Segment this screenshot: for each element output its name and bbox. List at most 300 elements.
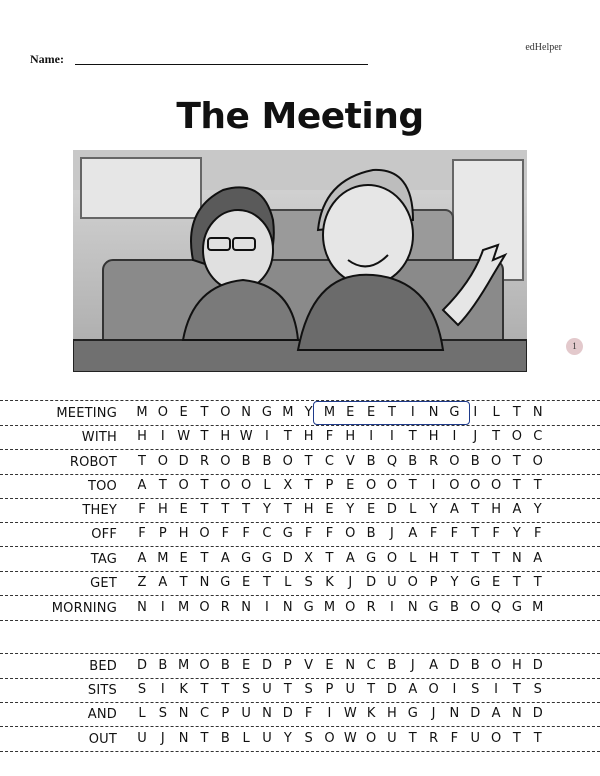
letter-cell[interactable]: O — [490, 658, 502, 673]
letter-cell[interactable]: S — [137, 682, 147, 697]
letter-cell[interactable]: L — [242, 731, 250, 746]
letter-cell[interactable]: I — [452, 429, 457, 444]
letter-cell[interactable]: T — [221, 682, 230, 697]
letter-cell[interactable]: M — [323, 600, 336, 615]
target-word: TAG — [90, 552, 117, 567]
letter-cell[interactable]: E — [367, 502, 376, 517]
letter-cell[interactable]: T — [408, 429, 417, 444]
letter-cell[interactable]: J — [431, 706, 436, 721]
letter-cell[interactable]: O — [199, 526, 210, 541]
letter-cell[interactable]: O — [345, 600, 356, 615]
letter-cell[interactable]: T — [158, 478, 167, 493]
letter-cell[interactable]: O — [470, 600, 481, 615]
letter-cell[interactable]: I — [473, 405, 478, 420]
letter-cell[interactable]: H — [220, 429, 231, 444]
letter-cell[interactable]: S — [471, 682, 480, 697]
letter-cell[interactable]: U — [387, 575, 397, 590]
letter-cell[interactable]: A — [449, 502, 459, 517]
letter-cell[interactable]: T — [200, 502, 209, 517]
letter-cell[interactable]: P — [325, 478, 334, 493]
letter-cell[interactable]: A — [491, 706, 501, 721]
letter-cell[interactable]: N — [512, 551, 522, 566]
letter-cell[interactable]: Y — [429, 502, 438, 517]
letter-cell[interactable]: N — [178, 706, 189, 721]
letter-cell[interactable]: T — [492, 551, 501, 566]
letter-cell[interactable]: H — [491, 502, 501, 517]
letter-cell[interactable]: W — [239, 429, 253, 444]
letter-cell[interactable]: A — [408, 682, 418, 697]
letter-cell[interactable]: O — [428, 682, 439, 697]
letter-cell[interactable]: H — [303, 429, 314, 444]
letter-cell[interactable]: T — [138, 454, 146, 469]
letter-cell[interactable]: T — [450, 551, 459, 566]
puzzle-row — [0, 596, 600, 621]
letter-cell[interactable]: I — [327, 706, 332, 721]
letter-cell[interactable]: K — [179, 682, 188, 697]
letter-cell[interactable]: Q — [386, 454, 398, 469]
letter-cell[interactable]: I — [410, 405, 415, 420]
letter-cell[interactable]: B — [220, 731, 230, 746]
letter-cell[interactable]: T — [492, 429, 501, 444]
name-label: Name: — [30, 52, 64, 66]
letter-cell[interactable]: H — [428, 551, 439, 566]
letter-cell[interactable]: L — [492, 405, 500, 420]
letter-cell[interactable]: N — [178, 731, 189, 746]
letter-cell[interactable]: O — [157, 405, 168, 420]
letter-cell[interactable]: R — [220, 600, 230, 615]
letter-cell[interactable]: N — [241, 405, 251, 420]
puzzle-row — [0, 450, 600, 475]
letter-cell[interactable]: M — [178, 658, 190, 673]
letter-cell[interactable]: T — [512, 405, 521, 420]
letter-cell[interactable]: O — [511, 429, 523, 444]
letter-cell[interactable]: O — [449, 454, 460, 469]
letter-row — [133, 526, 547, 541]
letter-cell[interactable]: H — [178, 526, 189, 541]
letter-cell[interactable]: W — [343, 731, 357, 746]
letter-cell[interactable]: T — [408, 478, 417, 493]
letter-cell[interactable]: T — [200, 731, 209, 746]
letter-cell[interactable]: E — [367, 405, 376, 420]
letter-cell[interactable]: H — [157, 502, 168, 517]
letter-cell[interactable]: E — [179, 405, 188, 420]
letter-cell[interactable]: W — [177, 429, 191, 444]
letter-cell[interactable]: U — [262, 682, 272, 697]
letter-cell[interactable]: T — [533, 478, 542, 493]
letter-cell[interactable]: J — [410, 658, 415, 673]
letter-cell[interactable]: O — [470, 478, 481, 493]
letter-cell[interactable]: T — [200, 405, 209, 420]
letter-row — [133, 429, 547, 444]
letter-cell[interactable]: J — [473, 429, 478, 444]
letter-cell[interactable]: I — [390, 600, 394, 615]
letter-cell[interactable]: A — [408, 526, 418, 541]
letter-row — [133, 658, 547, 673]
letter-cell[interactable]: X — [304, 551, 314, 566]
letter-cell[interactable]: N — [262, 706, 272, 721]
page-title: The Meeting — [176, 96, 424, 137]
letter-cell[interactable]: L — [284, 575, 292, 590]
letter-cell[interactable]: O — [386, 551, 398, 566]
letter-cell[interactable]: N — [532, 405, 543, 420]
target-word: AND — [87, 707, 117, 722]
letter-cell[interactable]: B — [158, 658, 168, 673]
letter-cell[interactable]: R — [429, 731, 439, 746]
letter-cell[interactable]: O — [241, 478, 252, 493]
letter-cell[interactable]: G — [366, 551, 377, 566]
letter-cell[interactable]: Y — [512, 526, 521, 541]
puzzle-row — [0, 702, 600, 727]
target-word: WITH — [81, 430, 117, 445]
letter-cell[interactable]: C — [199, 706, 210, 721]
target-word: MEETING — [56, 406, 117, 421]
letter-cell[interactable]: V — [345, 454, 355, 469]
letter-cell[interactable]: T — [179, 575, 188, 590]
letter-cell[interactable]: F — [138, 526, 146, 541]
letter-row — [133, 478, 547, 493]
letter-cell[interactable]: D — [532, 706, 543, 721]
puzzle-row — [0, 547, 600, 572]
letter-cell[interactable]: I — [431, 478, 436, 493]
letter-cell[interactable]: B — [366, 454, 376, 469]
letter-cell[interactable]: N — [449, 706, 460, 721]
letter-cell[interactable]: T — [262, 575, 271, 590]
letter-cell[interactable]: O — [449, 478, 460, 493]
letter-cell[interactable]: G — [282, 526, 293, 541]
letter-cell[interactable]: L — [409, 502, 417, 517]
letter-cell[interactable]: L — [138, 706, 146, 721]
letter-cell[interactable]: R — [199, 454, 209, 469]
letter-cell[interactable]: P — [429, 575, 438, 590]
letter-cell[interactable]: C — [262, 526, 272, 541]
letter-cell[interactable]: F — [242, 526, 250, 541]
letter-cell[interactable]: B — [387, 658, 397, 673]
letter-cell[interactable]: P — [325, 682, 334, 697]
letter-cell[interactable]: G — [303, 600, 314, 615]
letter-cell[interactable]: O — [345, 526, 356, 541]
letter-cell[interactable]: N — [137, 600, 147, 615]
letter-cell[interactable]: B — [262, 454, 272, 469]
puzzle-row — [0, 653, 600, 679]
letter-cell[interactable]: L — [409, 551, 417, 566]
letter-cell[interactable]: W — [343, 706, 357, 721]
letter-cell[interactable]: D — [178, 454, 189, 469]
letter-cell[interactable]: B — [408, 454, 418, 469]
letter-cell[interactable]: B — [470, 454, 480, 469]
found-word-highlight — [313, 401, 470, 425]
letter-cell[interactable]: N — [199, 575, 210, 590]
letter-row — [133, 682, 547, 697]
letter-cell[interactable]: Z — [137, 575, 147, 590]
letter-cell[interactable]: E — [491, 575, 501, 590]
letter-cell[interactable]: U — [241, 706, 251, 721]
name-field-line[interactable] — [75, 64, 368, 65]
target-word: OUT — [88, 732, 117, 747]
letter-cell[interactable]: T — [387, 405, 396, 420]
letter-cell[interactable]: T — [471, 526, 480, 541]
letter-cell[interactable]: S — [533, 682, 542, 697]
target-word: GET — [90, 576, 117, 591]
letter-cell[interactable]: A — [137, 551, 147, 566]
letter-cell[interactable]: T — [512, 731, 521, 746]
letter-cell[interactable]: T — [533, 731, 542, 746]
letter-row — [133, 600, 547, 615]
letter-cell[interactable]: T — [283, 502, 292, 517]
letter-cell[interactable]: T — [471, 502, 480, 517]
letter-cell[interactable]: D — [136, 658, 147, 673]
letter-cell[interactable]: A — [137, 478, 147, 493]
puzzle-row — [0, 498, 600, 523]
letter-cell[interactable]: N — [407, 600, 418, 615]
letter-cell[interactable]: N — [241, 600, 251, 615]
letter-cell[interactable]: F — [304, 706, 313, 721]
letter-cell[interactable]: U — [262, 731, 272, 746]
letter-cell[interactable]: F — [325, 429, 334, 444]
letter-cell[interactable]: L — [263, 478, 271, 493]
letter-cell[interactable]: S — [158, 706, 167, 721]
letter-row — [133, 502, 547, 517]
target-word: BED — [89, 659, 117, 674]
letter-cell[interactable]: O — [157, 454, 168, 469]
letter-cell[interactable]: E — [242, 658, 251, 673]
letter-cell[interactable]: I — [452, 682, 457, 697]
letter-cell[interactable]: K — [366, 706, 376, 721]
letter-cell[interactable]: Y — [533, 502, 542, 517]
letter-cell[interactable]: X — [283, 478, 293, 493]
letter-cell[interactable]: M — [136, 405, 148, 420]
puzzle-row — [0, 727, 600, 752]
letter-cell[interactable]: T — [200, 429, 209, 444]
letter-cell[interactable]: F — [304, 526, 313, 541]
letter-cell[interactable]: T — [242, 502, 251, 517]
letter-cell[interactable]: Y — [262, 502, 271, 517]
letter-cell[interactable]: O — [365, 731, 377, 746]
letter-cell[interactable]: D — [282, 706, 293, 721]
letter-cell[interactable]: D — [261, 658, 272, 673]
letter-row — [133, 731, 547, 746]
target-word: SITS — [87, 683, 117, 698]
letter-cell[interactable]: J — [348, 575, 353, 590]
letter-cell[interactable]: F — [450, 731, 459, 746]
letter-cell[interactable]: O — [490, 731, 502, 746]
puzzle-row — [0, 522, 600, 547]
illustration-school-bus — [73, 150, 527, 372]
letter-cell[interactable]: T — [512, 575, 521, 590]
letter-cell[interactable]: P — [158, 526, 167, 541]
letter-cell[interactable]: B — [220, 658, 230, 673]
letter-cell[interactable]: O — [220, 405, 231, 420]
letter-cell[interactable]: E — [179, 502, 188, 517]
letter-cell[interactable]: A — [158, 575, 168, 590]
letter-cell[interactable]: T — [200, 551, 209, 566]
puzzle-row — [0, 678, 600, 703]
letter-cell[interactable]: H — [137, 429, 147, 444]
letter-cell[interactable]: U — [470, 731, 480, 746]
letter-cell[interactable]: Y — [304, 405, 313, 420]
letter-cell[interactable]: U — [137, 731, 147, 746]
letter-cell[interactable]: O — [490, 454, 502, 469]
letter-cell[interactable]: S — [304, 682, 313, 697]
letter-cell[interactable]: R — [429, 454, 439, 469]
letter-cell[interactable]: F — [138, 502, 146, 517]
letter-cell[interactable]: M — [282, 405, 294, 420]
letter-cell[interactable]: R — [366, 600, 376, 615]
letter-cell[interactable]: C — [533, 429, 543, 444]
letter-cell[interactable]: B — [366, 526, 376, 541]
letter-cell[interactable]: I — [390, 429, 394, 444]
letter-cell[interactable]: H — [303, 502, 314, 517]
letter-cell[interactable]: F — [325, 526, 334, 541]
letter-cell[interactable]: O — [490, 478, 502, 493]
letter-cell[interactable]: G — [449, 405, 460, 420]
letter-cell[interactable]: K — [325, 575, 334, 590]
letter-cell[interactable]: V — [304, 658, 314, 673]
letter-cell[interactable]: A — [533, 551, 543, 566]
puzzle-row — [0, 425, 600, 450]
letter-cell[interactable]: B — [241, 454, 251, 469]
letter-cell[interactable]: B — [470, 658, 480, 673]
letter-cell[interactable]: E — [179, 551, 188, 566]
target-word: OFF — [91, 527, 117, 542]
letter-cell[interactable]: T — [533, 575, 542, 590]
letter-cell[interactable]: T — [200, 682, 209, 697]
letter-cell[interactable]: Y — [450, 575, 459, 590]
letter-cell[interactable]: I — [265, 429, 269, 444]
letter-cell[interactable]: T — [367, 682, 376, 697]
letter-cell[interactable]: A — [345, 551, 355, 566]
letter-cell[interactable]: O — [220, 454, 231, 469]
letter-cell[interactable]: Y — [346, 502, 355, 517]
letter-cell[interactable]: I — [160, 600, 165, 615]
letter-cell[interactable]: H — [512, 658, 522, 673]
letter-cell[interactable]: E — [242, 575, 251, 590]
letter-cell[interactable]: G — [511, 600, 522, 615]
letter-cell[interactable]: N — [512, 706, 522, 721]
puzzle-row — [0, 474, 600, 499]
letter-cell[interactable]: E — [346, 405, 355, 420]
letter-cell[interactable]: P — [283, 658, 292, 673]
letter-cell[interactable]: G — [261, 405, 272, 420]
letter-cell[interactable]: Y — [283, 731, 292, 746]
letter-cell[interactable]: O — [178, 478, 189, 493]
letter-cell[interactable]: M — [178, 600, 190, 615]
letter-cell[interactable]: T — [304, 454, 313, 469]
letter-cell[interactable]: M — [157, 551, 169, 566]
letter-row — [133, 575, 547, 590]
letter-cell[interactable]: I — [160, 682, 165, 697]
letter-cell[interactable]: I — [160, 429, 165, 444]
letter-cell[interactable]: P — [221, 706, 230, 721]
letter-cell[interactable]: U — [387, 731, 397, 746]
letter-cell[interactable]: J — [390, 526, 394, 541]
letter-cell[interactable]: O — [386, 478, 398, 493]
letter-cell[interactable]: E — [325, 502, 334, 517]
letter-cell[interactable]: T — [512, 478, 521, 493]
letter-cell[interactable]: G — [261, 551, 272, 566]
letter-cell[interactable]: H — [387, 706, 397, 721]
target-word: TOO — [87, 479, 117, 494]
letter-cell[interactable]: F — [221, 526, 230, 541]
letter-cell[interactable]: D — [386, 502, 397, 517]
letter-cell[interactable]: G — [428, 600, 439, 615]
letter-cell[interactable]: O — [199, 658, 210, 673]
letter-cell[interactable]: F — [450, 526, 459, 541]
letter-cell[interactable]: M — [323, 405, 336, 420]
letter-cell[interactable]: F — [429, 526, 438, 541]
letter-cell[interactable]: N — [345, 658, 356, 673]
letter-cell[interactable]: M — [532, 600, 544, 615]
letter-cell[interactable]: E — [346, 478, 355, 493]
letter-cell[interactable]: C — [366, 658, 376, 673]
letter-cell[interactable]: T — [304, 478, 313, 493]
letter-cell[interactable]: S — [242, 682, 251, 697]
letter-cell[interactable]: T — [512, 682, 521, 697]
brand-label: edHelper — [525, 42, 562, 53]
letter-cell[interactable]: T — [408, 731, 417, 746]
letter-cell[interactable]: N — [428, 405, 439, 420]
letter-cell[interactable]: B — [449, 600, 459, 615]
letter-cell[interactable]: T — [512, 454, 521, 469]
letter-cell[interactable]: H — [345, 429, 356, 444]
letter-cell[interactable]: G — [220, 575, 231, 590]
letter-cell[interactable]: I — [369, 429, 374, 444]
letter-cell[interactable]: I — [265, 600, 269, 615]
letter-cell[interactable]: T — [200, 478, 209, 493]
letter-cell[interactable]: D — [282, 551, 293, 566]
letter-cell[interactable]: H — [428, 429, 439, 444]
letter-cell[interactable]: F — [533, 526, 542, 541]
letter-cell[interactable]: S — [304, 575, 313, 590]
letter-cell[interactable]: G — [407, 706, 418, 721]
letter-cell[interactable]: T — [471, 551, 480, 566]
letter-cell[interactable]: E — [325, 658, 334, 673]
letter-row — [133, 706, 547, 721]
target-word: MORNING — [51, 601, 117, 616]
letter-cell[interactable]: A — [220, 551, 230, 566]
letter-cell[interactable]: T — [283, 682, 292, 697]
letter-cell[interactable]: D — [366, 575, 377, 590]
letter-cell[interactable]: T — [221, 502, 230, 517]
letter-cell[interactable]: T — [325, 551, 334, 566]
puzzle-row — [0, 400, 600, 426]
letter-row — [133, 551, 547, 566]
letter-cell[interactable]: T — [283, 429, 292, 444]
letter-cell[interactable]: U — [345, 682, 356, 697]
letter-cell[interactable]: I — [494, 682, 498, 697]
letter-cell[interactable]: A — [512, 502, 522, 517]
letter-cell[interactable]: O — [282, 454, 293, 469]
letter-cell[interactable]: O — [365, 478, 377, 493]
letter-cell[interactable]: O — [532, 454, 543, 469]
letter-cell[interactable]: F — [492, 526, 500, 541]
letter-cell[interactable]: O — [199, 600, 210, 615]
letter-cell[interactable]: D — [449, 658, 460, 673]
letter-cell[interactable]: A — [429, 658, 439, 673]
letter-cell[interactable]: N — [282, 600, 293, 615]
letter-cell[interactable]: D — [386, 682, 397, 697]
letter-cell[interactable]: G — [241, 551, 252, 566]
letter-cell[interactable]: D — [470, 706, 481, 721]
letter-cell[interactable]: O — [324, 731, 335, 746]
letter-cell[interactable]: O — [407, 575, 418, 590]
letter-cell[interactable]: D — [532, 658, 543, 673]
letter-cell[interactable]: O — [220, 478, 231, 493]
letter-cell[interactable]: J — [160, 731, 165, 746]
letter-cell[interactable]: S — [304, 731, 313, 746]
letter-cell[interactable]: G — [470, 575, 481, 590]
letter-cell[interactable]: Q — [490, 600, 502, 615]
letter-cell[interactable]: C — [324, 454, 334, 469]
